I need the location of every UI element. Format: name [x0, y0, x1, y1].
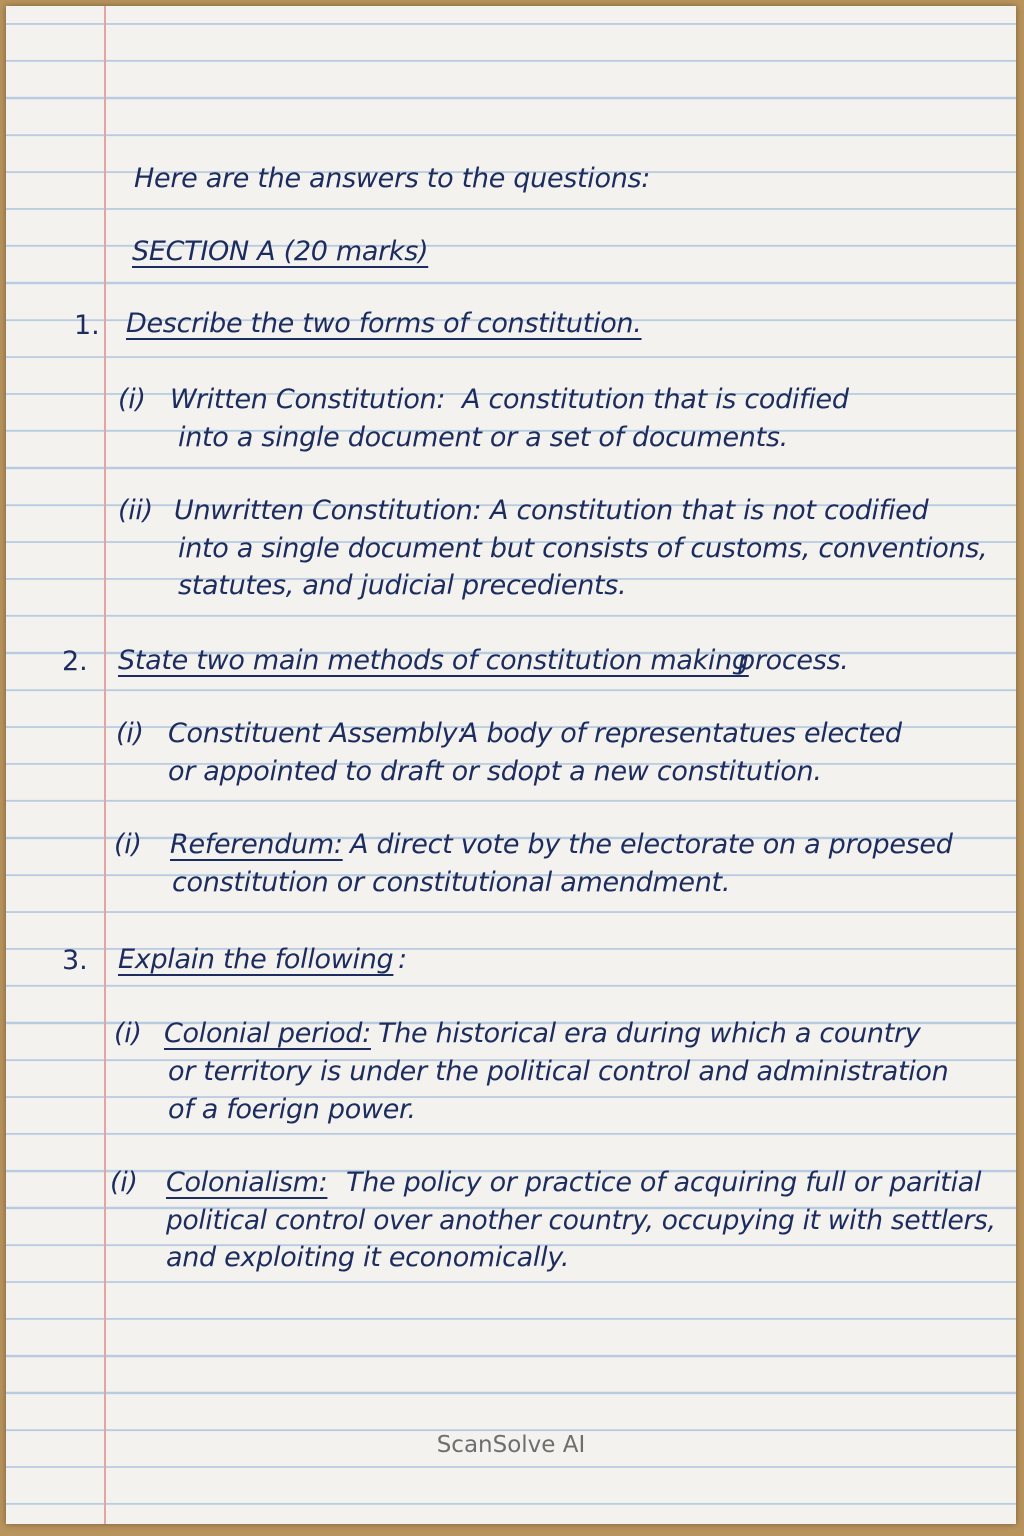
answer-2-2-line-1: A direct vote by the electorate on a propesed	[350, 829, 953, 860]
answer-1-2-marker: (ii)	[118, 495, 153, 526]
question-3-number: 3.	[62, 945, 88, 976]
answer-3-1-marker: (i)	[114, 1018, 142, 1049]
answer-1-2-line-3: statutes, and judicial precedients.	[178, 570, 627, 601]
answer-3-1-term: Colonial period:	[164, 1018, 371, 1049]
margin-line	[104, 6, 106, 1524]
answer-3-2-line-2: political control over another country, occupying it with settlers,	[166, 1205, 996, 1236]
answer-3-2-line-3: and exploiting it economically.	[166, 1242, 570, 1273]
answer-2-1-line-2: or appointed to draft or sdopt a new constitution.	[168, 756, 822, 787]
notebook-page	[6, 6, 1016, 1524]
question-1-text: Describe the two forms of constitution.	[126, 308, 642, 339]
question-2-text-rest: process.	[738, 645, 849, 676]
answer-1-2-term: Unwritten Constitution:	[174, 495, 482, 526]
answer-3-2-line-1: The policy or practice of acquiring full or paritial	[346, 1167, 982, 1198]
answer-1-2-line-2: into a single document but consists of customs, conventions,	[178, 533, 988, 564]
answer-2-2-marker: (i)	[114, 829, 142, 860]
answer-2-1-term: Constituent Assembly:	[168, 718, 467, 749]
question-3-text: Explain the following	[118, 944, 394, 975]
answer-3-1-line-1: The historical era during which a country	[378, 1018, 921, 1049]
answer-2-2-term: Referendum:	[170, 829, 343, 860]
question-2-text: State two main methods of constitution making	[118, 645, 749, 676]
section-title: SECTION A (20 marks)	[132, 236, 429, 267]
answer-2-1-line-1: A body of representatues elected	[460, 718, 902, 749]
question-1-number: 1.	[74, 310, 100, 341]
answer-1-1-line-1: A constitution that is codified	[462, 384, 849, 415]
answer-1-2-line-1: A constitution that is not codified	[490, 495, 929, 526]
answer-3-1-line-2: or territory is under the political control and administration	[168, 1056, 949, 1087]
intro-text: Here are the answers to the questions:	[134, 163, 651, 194]
answer-1-1-marker: (i)	[118, 384, 146, 415]
answer-1-1-term: Written Constitution:	[170, 384, 446, 415]
answer-1-1-line-2: into a single document or a set of documents.	[178, 422, 788, 453]
question-3-text-rest: :	[398, 944, 407, 975]
answer-3-2-term: Colonialism:	[166, 1167, 328, 1198]
answer-3-1-line-3: of a foerign power.	[168, 1094, 416, 1125]
answer-3-2-marker: (i)	[110, 1167, 138, 1198]
footer-watermark: ScanSolve AI	[436, 1432, 586, 1458]
question-2-number: 2.	[62, 646, 88, 677]
answer-2-1-marker: (i)	[116, 718, 144, 749]
answer-2-2-line-2: constitution or constitutional amendment.	[172, 867, 731, 898]
